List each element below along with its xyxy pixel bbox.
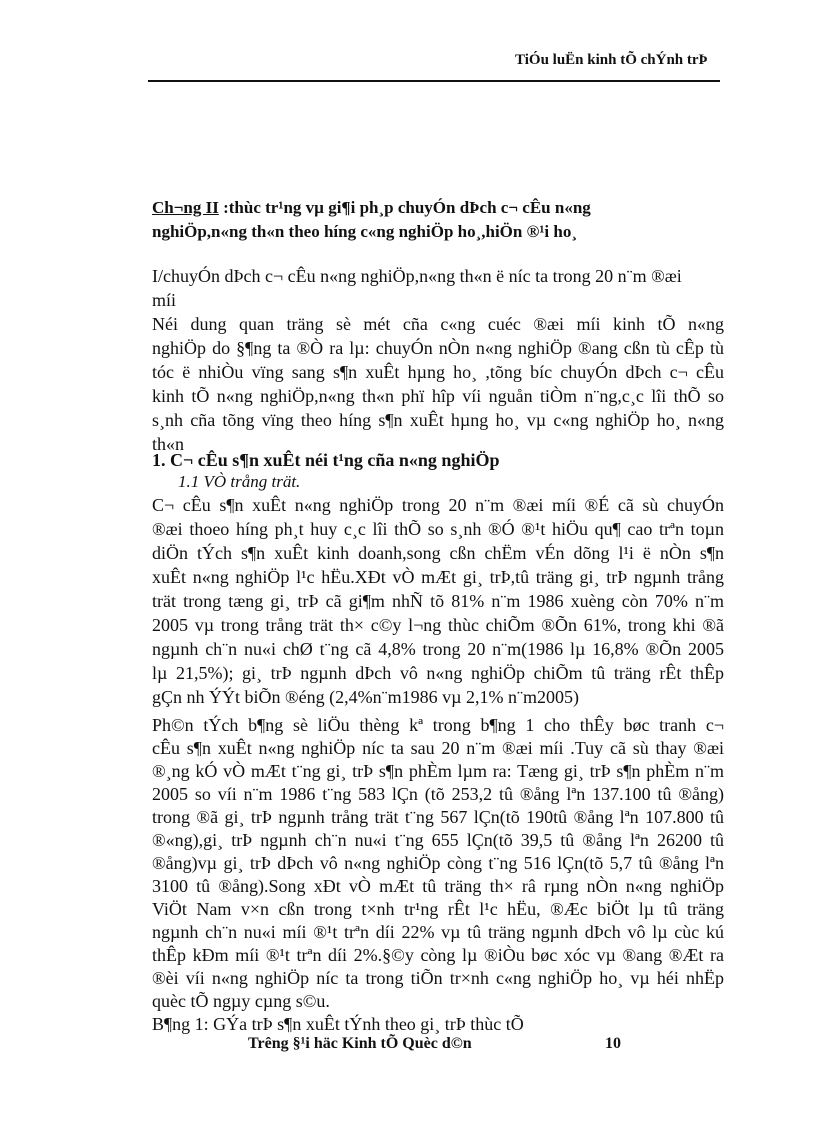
paragraph-3-line: ViÖt Nam v×n cßn trong t×nh tr¹ng rÊt l¹c hËu, ®Æc biÖt lµ tû träng <box>152 899 724 919</box>
page-number: 10 <box>605 1035 621 1052</box>
paragraph-2-line: lµ 21,5%); gi¸ trÞ ngµnh dÞch vô n«ng nghiÖp chiÕm tû träng rÊt thÊp <box>152 663 724 683</box>
paragraph-2-line: C¬ cÊu s¶n xuÊt n«ng nghiÖp trong 20 n¨m ®æi míi ®É cã sù chuyÓn <box>152 495 724 515</box>
section-heading-line-1: I/chuyÓn dÞch c¬ cÊu n«ng nghiÖp,n«ng th«n ë níc ta trong 20 n¨m ®æi <box>152 266 682 286</box>
paragraph-1-line: kinh tÕ n«ng nghiÖp,n«ng th«n phï hîp víi nguån tiÒm n¨ng,c¸c lîi thÕ so <box>152 386 724 406</box>
subsection-heading: 1. C¬ cÊu s¶n xuÊt néi t¹ng cña n«ng nghiÖp <box>152 450 500 470</box>
chapter-label: Ch¬ng II <box>152 198 219 217</box>
footer-institution: Trêng §¹i häc Kinh tÕ Quèc d©n <box>248 1035 472 1052</box>
paragraph-3-line: quèc tÕ ngµy cµng s©u. <box>152 991 330 1011</box>
paragraph-2-line: 2005 vµ trong trång trät th× c©y l¬ng thùc chiÕm ®Õn 61%, trong khi ®ã <box>152 615 724 635</box>
paragraph-3-line: Ph©n tÝch b¶ng sè liÖu thèng kª trong b¶ng 1 cho thÊy bøc tranh c¬ <box>152 715 724 735</box>
header-rule <box>148 80 720 82</box>
chapter-title-rest: :thùc tr¹ng vµ gi¶i ph¸p chuyÓn dÞch c¬ cÊu n«ng <box>218 198 591 217</box>
paragraph-3-line: cÊu s¶n xuÊt n«ng nghiÖp níc ta sau 20 n¨m ®æi míi .Tuy cã sù thay ®æi <box>152 738 724 758</box>
paragraph-3-line: ®èi víi n«ng nghiÖp níc ta trong tiÕn tr×nh c«ng nghiÖp ho¸ vµ héi nhËp <box>152 968 724 988</box>
paragraph-1-line: s¸nh cña tõng vïng theo híng s¶n xuÊt hµng ho¸ vµ c«ng nghiÖp ho¸ n«ng <box>152 410 724 430</box>
paragraph-3-line: trong ®ã gi¸ trÞ ngµnh trång trät t¨ng 567 lÇn(tõ 190tû ®ång lªn 107.800 tû <box>152 807 724 827</box>
paragraph-2-line: diÖn tÝch s¶n xuÊt kinh doanh,song cßn chËm vÉn dõng l¹i ë nÒn s¶n <box>152 543 724 563</box>
chapter-title-line-1 <box>152 198 591 218</box>
paragraph-1-line: nghiÖp do §¶ng ta ®Ò ra lµ: chuyÓn nÒn n«ng nghiÖp ®ang cßn tù cÊp tù <box>152 338 724 358</box>
paragraph-3-line: ®¸ng kÓ vÒ mÆt t¨ng gi¸ trÞ s¶n phÈm lµm ra: Tæng gi¸ trÞ s¶n phÈm n¨m <box>152 761 724 781</box>
sub-subsection-heading: 1.1 VÒ trång trät. <box>178 472 301 491</box>
paragraph-1-line: Néi dung quan träng sè mét cña c«ng cuéc ®æi míi kinh tÕ n«ng <box>152 314 724 334</box>
paragraph-2-line: ®æi thoeo híng ph¸t huy c¸c lîi thÕ so s¸nh ®Ó ®¹t hiÖu qu¶ cao trªn toµn <box>152 519 724 539</box>
paragraph-2-line: xuÊt n«ng nghiÖp l¹c hËu.XÐt vÒ mÆt gi¸ trÞ,tû träng gi¸ trÞ ngµnh trång <box>152 567 724 587</box>
paragraph-1-line: th«n <box>152 434 185 454</box>
paragraph-2-line: trät trong tæng gi¸ trÞ cã gi¶m nhÑ tõ 81% n¨m 1986 xuèng còn 70% n¨m <box>152 591 724 611</box>
paragraph-2-line: ngµnh ch¨n nu«i chØ t¨ng cã 4,8% trong 20 n¨m(1986 lµ 16,8% ®Õn 2005 <box>152 639 724 659</box>
running-header: TiÓu luËn kinh tÕ chÝnh trÞ <box>515 52 708 68</box>
paragraph-3-line: thÊp kÐm míi ®¹t trªn díi 2%.§©y còng lµ ®iÒu bøc xóc vµ ®ang ®Æt ra <box>152 945 724 965</box>
chapter-title-line-2: nghiÖp,n«ng th«n theo híng c«ng nghiÖp ho¸,hiÖn ®¹i ho¸ <box>152 222 577 241</box>
paragraph-3-line: ®«ng),gi¸ trÞ ngµnh ch¨n nu«i t¨ng 655 lÇn(tõ 39,5 tû ®ång lªn 26200 tû <box>152 830 724 850</box>
section-heading-line-2: míi <box>152 290 177 310</box>
paragraph-2-line: gÇn nh ÝÝt biÕn ®éng (2,4%n¨m1986 vµ 2,1% n¨m2005) <box>152 687 580 707</box>
paragraph-3-line: 3100 tû ®ång).Song xÐt vÒ mÆt tû träng th× râ rµng nÒn n«ng nghiÖp <box>152 876 724 896</box>
table-caption: B¶ng 1: GÝa trÞ s¶n xuÊt tÝnh theo gi¸ trÞ thùc tÕ <box>152 1014 524 1034</box>
paragraph-3-line: ®ång)vµ gi¸ trÞ dÞch vô n«ng nghiÖp còng t¨ng 516 lÇn(tõ 5,7 tû ®ång lªn <box>152 853 724 873</box>
paragraph-3-line: ngµnh ch¨n nu«i míi ®¹t trªn díi 22% vµ tû träng ngµnh dÞch vô lµ cùc kú <box>152 922 724 942</box>
paragraph-3-line: 2005 so víi n¨m 1986 t¨ng 583 lÇn (tõ 253,2 tû ®ång lªn 137.100 tû ®ång) <box>152 784 724 804</box>
paragraph-1-line: tóc ë nhiÒu vïng sang s¶n xuÊt hµng ho¸ ,tõng bíc chuyÓn dÞch c¬ cÊu <box>152 362 724 382</box>
